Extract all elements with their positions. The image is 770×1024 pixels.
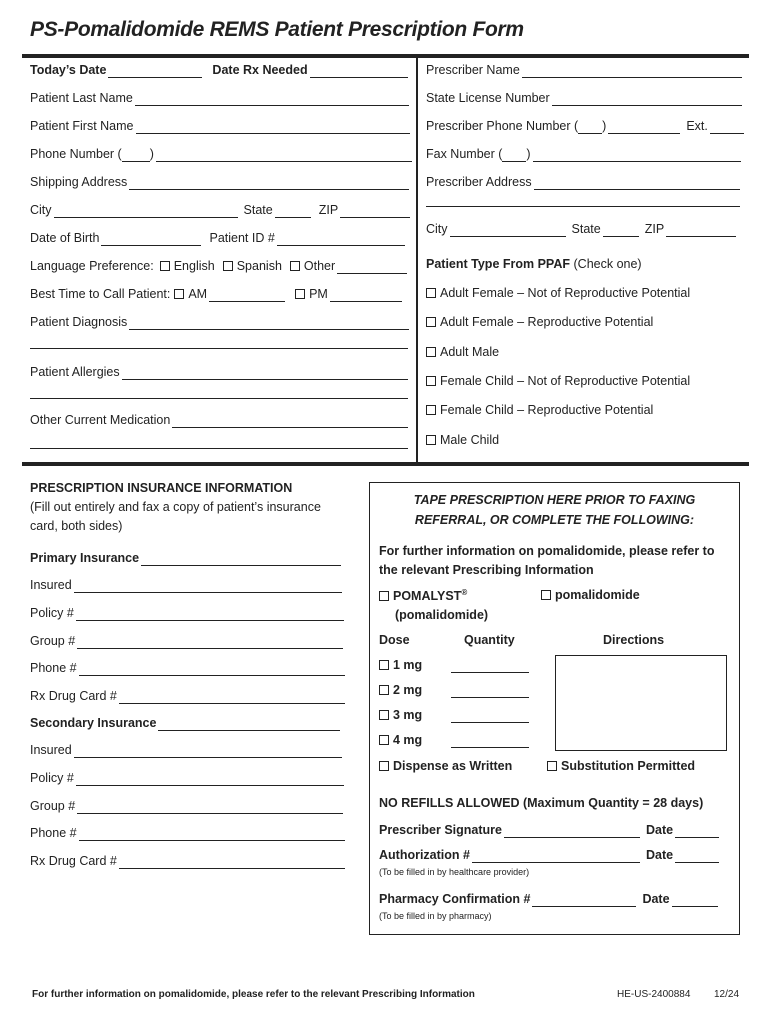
checkbox-icon[interactable] — [426, 317, 436, 327]
patient-id-label: Patient ID # — [209, 231, 275, 245]
diagnosis-label: Patient Diagnosis — [30, 315, 128, 329]
prescriber-address-label: Prescriber Address — [426, 175, 532, 189]
checkbox-icon[interactable] — [379, 685, 389, 695]
license-number-field[interactable] — [426, 88, 744, 106]
patient-first-name-field[interactable] — [30, 116, 412, 134]
best-time-label: Best Time to Call Patient: — [30, 287, 171, 301]
am-checkbox[interactable] — [174, 289, 184, 299]
todays-date-field[interactable] — [30, 60, 410, 78]
patient-phone-field[interactable]: Phone Number ( ) — [30, 144, 414, 162]
insurance-title: PRESCRIPTION INSURANCE INFORMATION — [30, 481, 293, 495]
prescriber-phone-label: Prescriber Phone Number ( — [426, 119, 579, 133]
checkbox-icon[interactable] — [379, 710, 389, 720]
quantity-header: Quantity — [464, 633, 515, 647]
license-label: State License Number — [426, 91, 550, 105]
other-language-checkbox[interactable] — [290, 261, 300, 271]
quantity-input-3mg[interactable] — [451, 722, 529, 723]
secondary-insurance-field[interactable] — [30, 713, 342, 731]
form-title: PS-Pomalidomide REMS Patient Prescription Form — [30, 18, 524, 41]
secondary-insurance-label: Secondary Insurance — [30, 716, 157, 730]
checkbox-icon[interactable] — [426, 288, 436, 298]
prescriber-address-line-2[interactable] — [426, 206, 740, 207]
patient-type-option[interactable]: Adult Female – Not of Reproductive Potential — [426, 286, 690, 300]
directions-input[interactable] — [555, 655, 727, 751]
checkbox-icon[interactable] — [426, 376, 436, 386]
primary-group-field[interactable]: Group # — [30, 631, 345, 649]
allergies-label: Patient Allergies — [30, 365, 120, 379]
pm-input[interactable] — [330, 287, 402, 302]
tape-instruction-1: TAPE PRESCRIPTION HERE PRIOR TO FAXING — [413, 493, 696, 507]
primary-insurance-label: Primary Insurance — [30, 551, 140, 565]
signature-label: Prescriber Signature — [379, 823, 502, 837]
patient-state-label: State — [243, 203, 273, 217]
medication-line-2[interactable] — [30, 448, 408, 449]
secondary-phone-field[interactable]: Phone # — [30, 823, 347, 841]
quantity-input-4mg[interactable] — [451, 747, 529, 748]
secondary-policy-field[interactable]: Policy # — [30, 768, 346, 786]
checkbox-icon[interactable] — [379, 761, 389, 771]
patient-last-name-label: Patient Last Name — [30, 91, 133, 105]
dose-option-2mg[interactable]: 2 mg — [379, 683, 422, 697]
prescriber-name-field[interactable] — [426, 60, 744, 78]
todays-date-label: Today’s Date — [30, 63, 107, 77]
prescriber-name-label: Prescriber Name — [426, 63, 520, 77]
pomalyst-option[interactable]: POMALYST® — [379, 588, 467, 603]
checkbox-icon[interactable] — [547, 761, 557, 771]
dose-header: Dose — [379, 633, 410, 647]
patient-type-option[interactable]: Adult Female – Reproductive Potential — [426, 315, 653, 329]
prescriber-city-state-zip-field[interactable] — [426, 219, 738, 237]
no-refills-notice: NO REFILLS ALLOWED (Maximum Quantity = 28 days) — [379, 796, 704, 810]
patient-type-option[interactable]: Male Child — [426, 433, 499, 447]
secondary-insured-field[interactable]: Insured — [30, 740, 344, 758]
dose-option-3mg[interactable]: 3 mg — [379, 708, 422, 722]
shipping-address-field[interactable] — [30, 172, 411, 190]
primary-insured-field[interactable]: Insured — [30, 575, 344, 593]
secondary-rx-card-field[interactable]: Rx Drug Card # — [30, 851, 347, 869]
dose-option-1mg[interactable]: 1 mg — [379, 658, 422, 672]
pomalidomide-option[interactable]: pomalidomide — [541, 588, 640, 602]
authorization-note: (To be filled in by healthcare provider) — [379, 867, 530, 877]
primary-rx-card-field[interactable]: Rx Drug Card # — [30, 686, 347, 704]
fax-number-field[interactable]: Fax Number ( ) — [426, 144, 743, 162]
diagnosis-line-2[interactable] — [30, 348, 408, 349]
quantity-input-2mg[interactable] — [451, 697, 529, 698]
checkbox-icon[interactable] — [379, 660, 389, 670]
quantity-input-1mg[interactable] — [451, 672, 529, 673]
dob-label: Date of Birth — [30, 231, 100, 245]
pomalyst-generic-label: (pomalidomide) — [395, 608, 489, 622]
insurance-note-2: card, both sides) — [30, 519, 123, 533]
pharmacy-label: Pharmacy Confirmation # — [379, 892, 531, 906]
secondary-group-field[interactable]: Group # — [30, 796, 345, 814]
am-input[interactable] — [209, 287, 285, 302]
spanish-checkbox[interactable] — [223, 261, 233, 271]
column-divider — [416, 56, 418, 464]
insurance-note-1: (Fill out entirely and fax a copy of patient’s insurance — [30, 500, 321, 514]
prescriber-state-label: State — [571, 222, 601, 236]
language-pref-label: Language Preference: — [30, 259, 154, 273]
dose-option-4mg[interactable]: 4 mg — [379, 733, 422, 747]
directions-header: Directions — [603, 633, 665, 647]
language-preference-field: Language Preference: English Spanish Other — [30, 256, 409, 274]
date-rx-needed-label: Date Rx Needed — [212, 63, 308, 77]
fax-label: Fax Number ( — [426, 147, 503, 161]
dob-patient-id-field[interactable] — [30, 228, 407, 246]
prescriber-city-label: City — [426, 222, 448, 236]
dispense-as-written-option[interactable]: Dispense as Written — [379, 759, 512, 773]
patient-type-heading: Patient Type From PPAF (Check one) — [426, 257, 642, 271]
medication-label: Other Current Medication — [30, 413, 171, 427]
prescriber-address-field[interactable] — [426, 172, 742, 190]
checkbox-icon[interactable] — [379, 735, 389, 745]
authorization-label: Authorization # — [379, 848, 470, 862]
middle-rule — [22, 462, 749, 466]
ext-label: Ext. — [686, 119, 708, 133]
pharmacy-confirmation-field[interactable]: Pharmacy Confirmation # Date — [379, 889, 720, 907]
checkbox-icon[interactable] — [426, 405, 436, 415]
allergies-field[interactable] — [30, 362, 410, 380]
shipping-address-label: Shipping Address — [30, 175, 128, 189]
allergies-line-2[interactable] — [30, 398, 408, 399]
medication-field[interactable] — [30, 410, 410, 428]
prescriber-phone-field[interactable]: Prescriber Phone Number ( ) Ext. — [426, 116, 746, 134]
prescriber-signature-field[interactable]: Prescriber Signature Date — [379, 820, 721, 838]
english-checkbox[interactable] — [160, 261, 170, 271]
rx-info-2: the relevant Prescribing Information — [379, 563, 594, 577]
patient-last-name-field[interactable] — [30, 88, 411, 106]
authorization-field[interactable]: Authorization # Date — [379, 845, 721, 863]
checkbox-icon[interactable] — [379, 591, 389, 601]
patient-first-name-label: Patient First Name — [30, 119, 134, 133]
patient-city-label: City — [30, 203, 52, 217]
patient-city-state-zip-field[interactable] — [30, 200, 412, 218]
footer-info: For further information on pomalidomide, please refer to the relevant Prescribing Information — [32, 989, 475, 1000]
footer-code: HE-US-2400884 — [617, 989, 691, 1000]
patient-type-option[interactable]: Adult Male — [426, 345, 499, 359]
primary-phone-field[interactable]: Phone # — [30, 658, 347, 676]
primary-policy-field[interactable]: Policy # — [30, 603, 346, 621]
best-time-field: Best Time to Call Patient: AM PM — [30, 284, 404, 302]
other-language-input[interactable] — [337, 259, 407, 274]
checkbox-icon[interactable] — [541, 590, 551, 600]
patient-phone-label: Phone Number ( — [30, 147, 122, 161]
top-rule — [22, 54, 749, 58]
patient-zip-label: ZIP — [318, 203, 339, 217]
diagnosis-field[interactable] — [30, 312, 411, 330]
prescriber-zip-label: ZIP — [644, 222, 665, 236]
rx-info-1: For further information on pomalidomide, please refer to — [379, 544, 715, 558]
patient-type-option[interactable]: Female Child – Not of Reproductive Potential — [426, 374, 690, 388]
substitution-permitted-option[interactable]: Substitution Permitted — [547, 759, 695, 773]
pm-checkbox[interactable] — [295, 289, 305, 299]
checkbox-icon[interactable] — [426, 435, 436, 445]
footer-date: 12/24 — [714, 989, 740, 1000]
tape-instruction-2: REFERRAL, OR COMPLETE THE FOLLOWING: — [414, 513, 695, 527]
checkbox-icon[interactable] — [426, 347, 436, 357]
pharmacy-note: (To be filled in by pharmacy) — [379, 911, 492, 921]
primary-insurance-field[interactable] — [30, 548, 343, 566]
patient-type-option[interactable]: Female Child – Reproductive Potential — [426, 403, 653, 417]
